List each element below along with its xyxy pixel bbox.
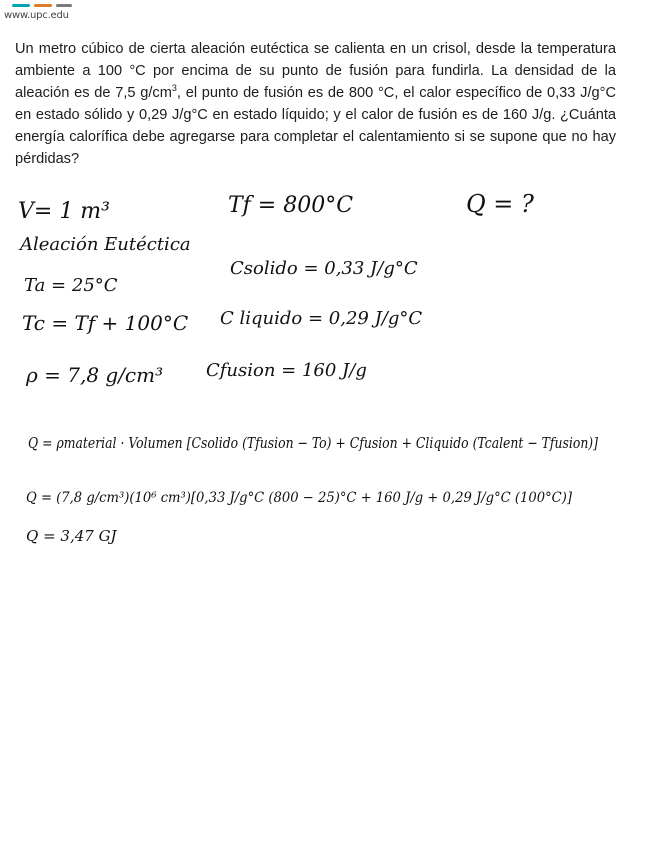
- note-substitution: Q = (7,8 g/cm³)(10⁶ cm³)[0,33 J/g°C (800 − 25)°C + 160 J/g + 0,29 J/g°C (100°C)]: [26, 490, 573, 506]
- problem-text-part-1: Un metro cúbico de cierta aleación eutéctica se calienta en un crisol, desde la temperatura ambiente a 100 °C por encima de su punto de fusión para fundirla. La densidad de la aleación es de 7,5 g/cm: [15, 41, 616, 101]
- note-melting-point: Tf = 800°C: [228, 193, 354, 218]
- problem-superscript: 3: [171, 83, 177, 94]
- note-alloy: Aleación Eutéctica: [20, 234, 191, 255]
- note-c-fusion: Cfusion = 160 J/g: [206, 360, 367, 381]
- note-c-liquid: C liquido = 0,29 J/g°C: [220, 308, 423, 329]
- note-ambient-temp: Ta = 25°C: [24, 275, 118, 296]
- source-url: www.upc.edu: [4, 10, 69, 21]
- note-result: Q = 3,47 GJ: [26, 527, 117, 545]
- note-volume: V= 1 m³: [18, 199, 110, 224]
- note-formula: Q = ρmaterial · Volumen [Csolido (Tfusion − To) + Cfusion + Cliquido (Tcalent − Tfusion)]: [28, 434, 599, 452]
- note-density: ρ = 7,8 g/cm³: [26, 363, 164, 387]
- note-final-temp: Tc = Tf + 100°C: [22, 311, 189, 335]
- problem-text-part-2: , el punto de fusión es de 800 °C, el calor específico de 0,33 J/g°C en estado sólido y 0,29 J/g°C en estado líquido; y el calor de fusión es de 160 J/g. ¿Cuánta energía calorífica debe agregarse para completar el calentamiento si se supone que no hay pérdidas?: [15, 85, 616, 167]
- note-unknown: Q = ?: [466, 190, 534, 218]
- note-c-solid: Csolido = 0,33 J/g°C: [230, 258, 418, 279]
